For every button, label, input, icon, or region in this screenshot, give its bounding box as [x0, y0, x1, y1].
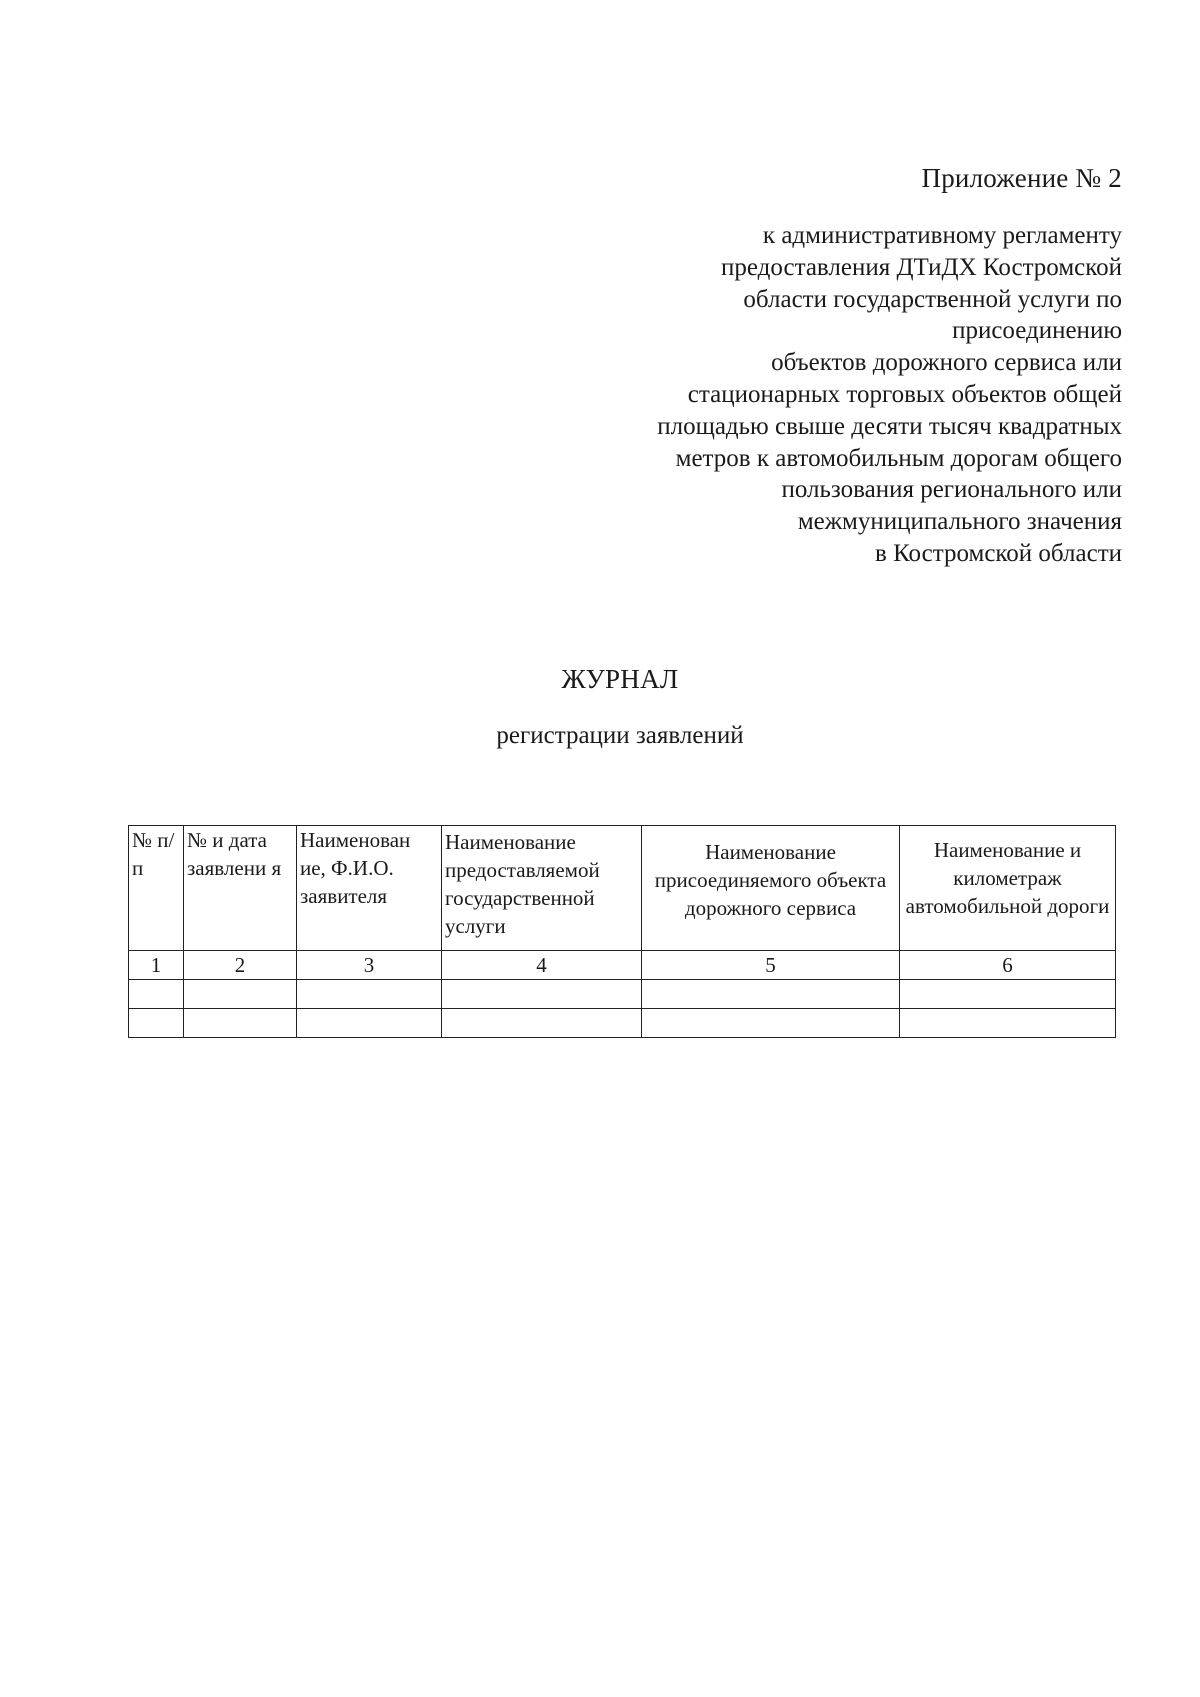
- appendix-line: объектов дорожного сервиса или: [771, 349, 1122, 377]
- header-cell-applicant: Наименован ие, Ф.И.О. заявителя: [297, 826, 442, 951]
- appendix-line: к административному регламенту: [762, 222, 1122, 249]
- column-number: 2: [184, 951, 297, 980]
- header-cell-application: № и дата заявлени я: [184, 826, 297, 951]
- appendix-description: [562, 220, 1122, 570]
- column-number: 4: [442, 951, 642, 980]
- table-number-row: [129, 951, 1116, 980]
- journal-title: ЖУРНАЛ: [561, 664, 679, 694]
- table-cell: [642, 1009, 900, 1038]
- table-row: [129, 1009, 1116, 1038]
- header-cell-service: Наименование предоставляемой государственной услуги: [442, 826, 642, 951]
- column-number: 3: [297, 951, 442, 980]
- table-row: [129, 980, 1116, 1009]
- appendix-line: метров к автомобильным дорогам общего: [675, 444, 1122, 472]
- table-cell: [297, 1009, 442, 1038]
- appendix-line: площадью свыше десяти тысяч квадратных: [657, 412, 1122, 440]
- column-number: 1: [129, 951, 184, 980]
- appendix-line: в Костромской области: [875, 539, 1122, 567]
- table-cell: [297, 980, 442, 1009]
- table-cell: [129, 1009, 184, 1038]
- table-cell: [442, 980, 642, 1009]
- appendix-line: предоставления ДТиДХ Костромской: [721, 253, 1122, 281]
- appendix-title: Приложение № 2: [921, 163, 1122, 193]
- header-cell-object: Наименование присоединяемого объекта дорожного сервиса: [642, 826, 900, 951]
- table-cell: [642, 980, 900, 1009]
- header-cell-index: № п/п: [129, 826, 184, 951]
- appendix-line: стационарных торговых объектов общей: [687, 380, 1122, 408]
- table-cell: [900, 980, 1116, 1009]
- table-cell: [442, 1009, 642, 1038]
- table-cell: [129, 980, 184, 1009]
- table-header-row: [129, 826, 1116, 951]
- journal-subtitle: регистрации заявлений: [496, 722, 744, 749]
- table-cell: [184, 1009, 297, 1038]
- column-number: 5: [642, 951, 900, 980]
- registration-table: [128, 825, 1116, 1038]
- column-number: 6: [900, 951, 1116, 980]
- appendix-line: области государственной услуги по: [743, 285, 1122, 313]
- header-cell-road: Наименование и километраж автомобильной дороги: [900, 826, 1116, 951]
- appendix-line: пользования регионального или: [781, 476, 1122, 504]
- table-cell: [900, 1009, 1116, 1038]
- appendix-line: присоединению: [952, 317, 1122, 345]
- appendix-line: межмуниципального значения: [797, 508, 1122, 536]
- table-cell: [184, 980, 297, 1009]
